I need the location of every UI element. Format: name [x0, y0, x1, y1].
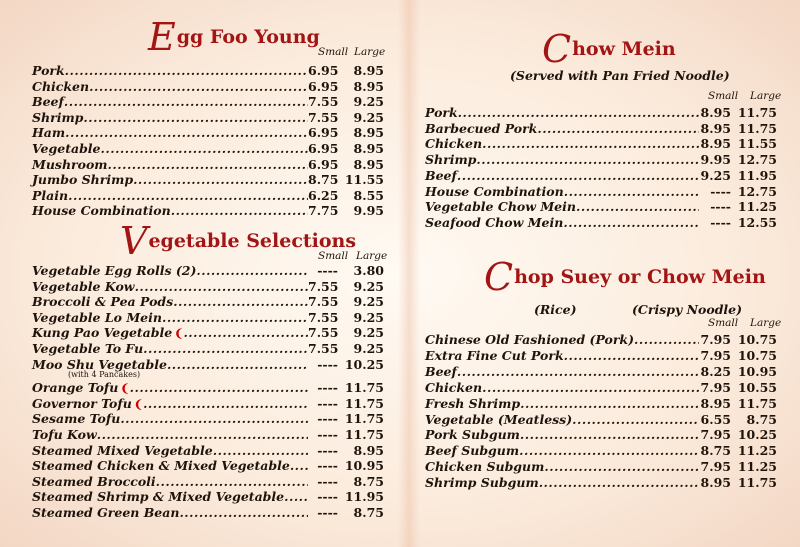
large-price: 8.95	[353, 156, 384, 172]
menu-item-name: Sesame Tofu	[32, 411, 121, 427]
leader-dots	[196, 263, 308, 278]
menu-item-name: Steamed Green Bean	[32, 505, 180, 520]
menu-item-row	[425, 332, 777, 347]
menu-item-row	[425, 459, 777, 474]
menu-item-name: Mushroom	[32, 156, 108, 172]
menu-item-name: Chicken Subgum	[425, 459, 545, 475]
large-price: 11.75	[737, 475, 777, 491]
small-price: ----	[317, 411, 338, 427]
leader-dots	[544, 459, 699, 474]
small-price: 6.95	[308, 63, 339, 78]
menu-item-name: Broccoli & Pea Pods	[32, 294, 174, 310]
small-price: ----	[317, 356, 338, 372]
menu-item-name: Tofu Kow	[32, 427, 97, 442]
small-price: ----	[317, 505, 338, 520]
menu-item-row	[32, 310, 384, 325]
leader-dots	[65, 63, 308, 78]
menu-item-name: Extra Fine Cut Pork	[425, 347, 564, 363]
menu-item-name: Moo Shu Vegetable	[32, 356, 167, 372]
small-price: 8.95	[700, 136, 731, 152]
large-price: 12.55	[737, 214, 777, 230]
menu-item-name: Jumbo Shrimp	[32, 172, 134, 188]
menu-item-row	[425, 184, 777, 199]
chow-mein-title: Chow Mein	[542, 27, 676, 71]
small-price: ----	[317, 263, 338, 278]
large-price: 8.95	[353, 141, 384, 156]
leader-dots	[101, 141, 308, 156]
large-price: 11.75	[737, 395, 777, 411]
small-price: ----	[710, 183, 731, 199]
menu-item-row	[32, 411, 384, 426]
chow-mein-subtitle: (Served with Pan Fried Noodle)	[510, 68, 730, 83]
hot-pepper-icon: ❨	[174, 327, 184, 341]
large-price: 8.95	[353, 78, 384, 94]
menu-item-name: Shrimp	[32, 109, 84, 125]
menu-item-row	[32, 157, 384, 172]
center-fold	[398, 0, 420, 547]
menu-item-name: Pork	[425, 105, 458, 120]
large-price: 8.75	[353, 505, 384, 520]
menu-item-row	[32, 279, 384, 294]
menu-item-row	[425, 348, 777, 363]
small-price: 7.55	[308, 341, 339, 356]
small-price: 8.25	[700, 363, 731, 379]
menu-item-row	[32, 341, 384, 356]
small-price: 7.95	[700, 427, 731, 443]
menu-item-name: Shrimp Subgum	[425, 475, 539, 491]
leader-dots	[108, 157, 308, 172]
menu-item-row	[32, 141, 384, 156]
menu-item-row	[32, 489, 384, 504]
small-price: ----	[710, 214, 731, 230]
large-price: 10.25	[737, 427, 777, 443]
large-label: Large	[356, 250, 388, 262]
leader-dots	[476, 152, 699, 167]
small-price: 7.95	[700, 379, 731, 395]
menu-item-row	[32, 172, 384, 187]
leader-dots	[482, 136, 699, 151]
small-price: ----	[317, 427, 338, 442]
leader-dots	[537, 121, 699, 136]
large-price: 10.75	[737, 332, 777, 347]
menu-item-row	[425, 121, 777, 136]
large-label: Large	[750, 90, 782, 102]
leader-dots	[64, 94, 308, 109]
large-price: 11.25	[737, 199, 777, 215]
small-price: 7.55	[308, 325, 339, 341]
menu-item-name: Vegetable (Meatless)	[425, 411, 573, 427]
vegetable-selections-title: Vegetable Selections	[120, 219, 357, 263]
menu-item-name: Vegetable	[32, 141, 101, 156]
large-price: 8.75	[746, 411, 777, 427]
large-price: 10.95	[344, 458, 384, 474]
menu-item-name: Steamed Chicken & Mixed Vegetable	[32, 458, 290, 474]
large-price: 8.95	[353, 63, 384, 78]
menu-item-name: Beef Subgum	[425, 443, 520, 459]
large-price: 10.55	[737, 379, 777, 395]
large-price: 11.55	[344, 172, 384, 188]
large-price: 10.25	[344, 356, 384, 372]
chop-suey-title: Chop Suey or Chow Mein	[484, 255, 766, 299]
leader-dots	[213, 443, 308, 458]
menu-item-name: Fresh Shrimp	[425, 395, 521, 411]
small-price: 9.95	[700, 152, 731, 168]
menu-item-name: Kung Pao Vegetable	[32, 325, 173, 341]
small-price: ----	[317, 380, 338, 396]
hot-pepper-icon: ❨	[133, 397, 144, 411]
menu-item-row	[425, 136, 777, 151]
menu-item-row	[32, 263, 384, 278]
small-label: Small	[708, 317, 739, 329]
small-price: 6.95	[308, 141, 339, 156]
small-price: 7.55	[308, 109, 339, 125]
leader-dots	[563, 215, 699, 230]
small-price: 9.25	[700, 167, 731, 183]
menu-item-name: Beef	[425, 167, 457, 183]
small-price: 8.95	[700, 105, 731, 120]
small-label: Small	[318, 46, 349, 58]
menu-item-name: Plain	[32, 187, 69, 203]
large-price: 9.25	[353, 109, 384, 125]
leader-dots	[143, 341, 308, 356]
leader-dots	[572, 412, 699, 427]
small-price: 7.55	[308, 278, 339, 294]
menu-item-row	[32, 474, 384, 489]
large-price: 11.75	[737, 105, 777, 120]
leader-dots	[120, 411, 308, 426]
large-price: 11.75	[737, 120, 777, 136]
leader-dots	[539, 475, 699, 490]
hot-pepper-icon: ❨	[120, 382, 130, 396]
small-price: ----	[317, 395, 338, 411]
menu-item-row	[425, 475, 777, 490]
small-price: 6.55	[700, 411, 731, 427]
small-label: Small	[708, 90, 739, 102]
menu-item-row	[32, 203, 384, 218]
large-price: 8.95	[353, 442, 384, 458]
menu-item-name: Vegetable Lo Mein	[32, 309, 162, 325]
menu-item-name: Shrimp	[425, 152, 477, 168]
leader-dots	[520, 396, 699, 411]
large-price: 9.25	[353, 309, 384, 325]
large-price: 11.75	[344, 395, 384, 411]
small-price: 7.55	[308, 309, 339, 325]
leader-dots	[171, 203, 308, 218]
large-price: 12.75	[737, 152, 777, 168]
menu-item-name: Chicken	[425, 136, 483, 152]
small-price: 8.75	[700, 443, 731, 459]
menu-item-name: Governor Tofu	[32, 395, 132, 411]
leader-dots	[576, 199, 699, 214]
small-label: Small	[318, 250, 349, 262]
large-price: 8.95	[353, 125, 384, 141]
menu-item-name: Vegetable Egg Rolls (2)	[32, 263, 197, 278]
large-price: 9.25	[353, 294, 384, 310]
small-price: 7.95	[700, 347, 731, 363]
menu-item-row	[425, 199, 777, 214]
menu-item-row	[425, 396, 777, 411]
menu-item-name: Vegetable Chow Mein	[425, 199, 576, 215]
menu-item-row	[425, 443, 777, 458]
small-price: 8.75	[308, 172, 339, 188]
menu-item-row	[32, 63, 384, 78]
small-price: ----	[317, 473, 338, 489]
large-price: 9.95	[353, 203, 384, 219]
leader-dots	[135, 279, 308, 294]
small-price: 6.95	[308, 125, 339, 141]
menu-item-name: Chinese Old Fashioned (Pork)	[425, 332, 635, 347]
menu-item-row	[32, 325, 384, 341]
leader-dots	[97, 427, 308, 442]
menu-item-name: Chicken	[425, 379, 483, 395]
menu-item-name: Beef	[32, 94, 64, 110]
menu-item-row	[425, 364, 777, 379]
small-price: ----	[317, 489, 338, 505]
leader-dots	[564, 348, 699, 363]
menu-item-row	[425, 152, 777, 167]
small-price: ----	[710, 199, 731, 215]
large-price: 8.75	[353, 473, 384, 489]
leader-dots	[156, 474, 308, 489]
menu-item-name: Ham	[32, 125, 66, 141]
menu-item-name: Steamed Broccoli	[32, 473, 156, 489]
menu-item-row	[425, 427, 777, 442]
menu-item-row	[32, 396, 384, 412]
menu-item-name: Orange Tofu	[32, 380, 119, 396]
leader-dots	[68, 188, 308, 203]
menu-item-row	[32, 380, 384, 396]
large-price: 9.25	[353, 94, 384, 110]
leader-dots	[482, 380, 699, 395]
large-label: Large	[354, 46, 386, 58]
leader-dots	[284, 489, 308, 504]
leader-dots	[183, 325, 308, 340]
menu-item-name: Pork	[32, 63, 65, 78]
large-price: 3.80	[353, 263, 384, 278]
leader-dots	[634, 332, 699, 347]
crispy-noodle-subtitle: (Crispy Noodle)	[632, 302, 743, 317]
menu-item-row	[425, 105, 777, 120]
menu-item-name: Pork Subgum	[425, 427, 520, 443]
large-price: 11.95	[344, 489, 384, 505]
leader-dots	[133, 172, 308, 187]
small-price: 8.95	[700, 120, 731, 136]
menu-item-row	[32, 110, 384, 125]
small-price: 7.55	[308, 94, 339, 110]
large-price: 10.95	[737, 363, 777, 379]
small-price: 8.95	[700, 475, 731, 491]
large-price: 8.55	[353, 187, 384, 203]
menu-item-row	[32, 443, 384, 458]
large-price: 11.55	[737, 136, 777, 152]
menu-item-row	[32, 188, 384, 203]
small-price: 7.55	[308, 294, 339, 310]
leader-dots	[83, 110, 308, 125]
menu-item-row	[425, 380, 777, 395]
menu-item-name: Beef	[425, 363, 457, 379]
large-price: 9.25	[353, 341, 384, 356]
menu-item-row	[32, 125, 384, 140]
leader-dots	[162, 310, 308, 325]
leader-dots	[65, 125, 308, 140]
large-price: 11.95	[737, 167, 777, 183]
menu-item-name: Vegetable To Fu	[32, 341, 144, 356]
rice-subtitle: (Rice)	[534, 302, 577, 317]
menu-item-name: Barbecued Pork	[425, 120, 538, 136]
menu-item-name: Chicken	[32, 78, 90, 94]
leader-dots	[130, 380, 308, 395]
moo-shu-note: (with 4 Pancakes)	[68, 370, 141, 379]
small-price: 8.95	[700, 395, 731, 411]
menu-item-name: Vegetable Kow	[32, 278, 135, 294]
menu-item-name: House Combination	[32, 203, 171, 219]
menu-item-row	[425, 412, 777, 427]
large-price: 12.75	[737, 183, 777, 199]
leader-dots	[564, 184, 699, 199]
menu-item-name: House Combination	[425, 183, 564, 199]
leader-dots	[520, 427, 699, 442]
small-price: 7.95	[700, 332, 731, 347]
large-price: 9.25	[353, 278, 384, 294]
leader-dots	[519, 443, 699, 458]
menu-item-row	[32, 427, 384, 442]
large-price: 11.75	[344, 380, 384, 396]
menu-item-row	[32, 505, 384, 520]
large-price: 9.25	[353, 325, 384, 341]
large-price: 11.25	[737, 443, 777, 459]
small-price: 6.95	[308, 78, 339, 94]
leader-dots	[290, 458, 308, 473]
small-price: 7.95	[700, 459, 731, 475]
menu-item-row	[425, 168, 777, 183]
leader-dots	[457, 168, 699, 183]
small-price: ----	[317, 458, 338, 474]
small-price: 7.75	[308, 203, 339, 219]
leader-dots	[173, 294, 308, 309]
menu-item-row	[32, 294, 384, 309]
large-price: 10.75	[737, 347, 777, 363]
egg-foo-young-title: Egg Foo Young	[148, 15, 320, 59]
leader-dots	[167, 357, 308, 372]
leader-dots	[457, 364, 699, 379]
menu-item-name: Steamed Shrimp & Mixed Vegetable	[32, 489, 285, 505]
menu-item-row	[32, 94, 384, 109]
small-price: 6.95	[308, 156, 339, 172]
small-price: 6.25	[308, 187, 339, 203]
menu-item-row	[32, 79, 384, 94]
menu-item-name: Seafood Chow Mein	[425, 214, 564, 230]
menu-item-name: Steamed Mixed Vegetable	[32, 442, 213, 458]
small-price: ----	[317, 442, 338, 458]
large-label: Large	[750, 317, 782, 329]
leader-dots	[458, 105, 699, 120]
menu-item-row	[425, 215, 777, 230]
leader-dots	[89, 79, 308, 94]
large-price: 11.25	[737, 459, 777, 475]
menu-item-row	[32, 458, 384, 473]
large-price: 11.75	[344, 411, 384, 427]
leader-dots	[179, 505, 308, 520]
leader-dots	[143, 396, 308, 411]
large-price: 11.75	[344, 427, 384, 442]
